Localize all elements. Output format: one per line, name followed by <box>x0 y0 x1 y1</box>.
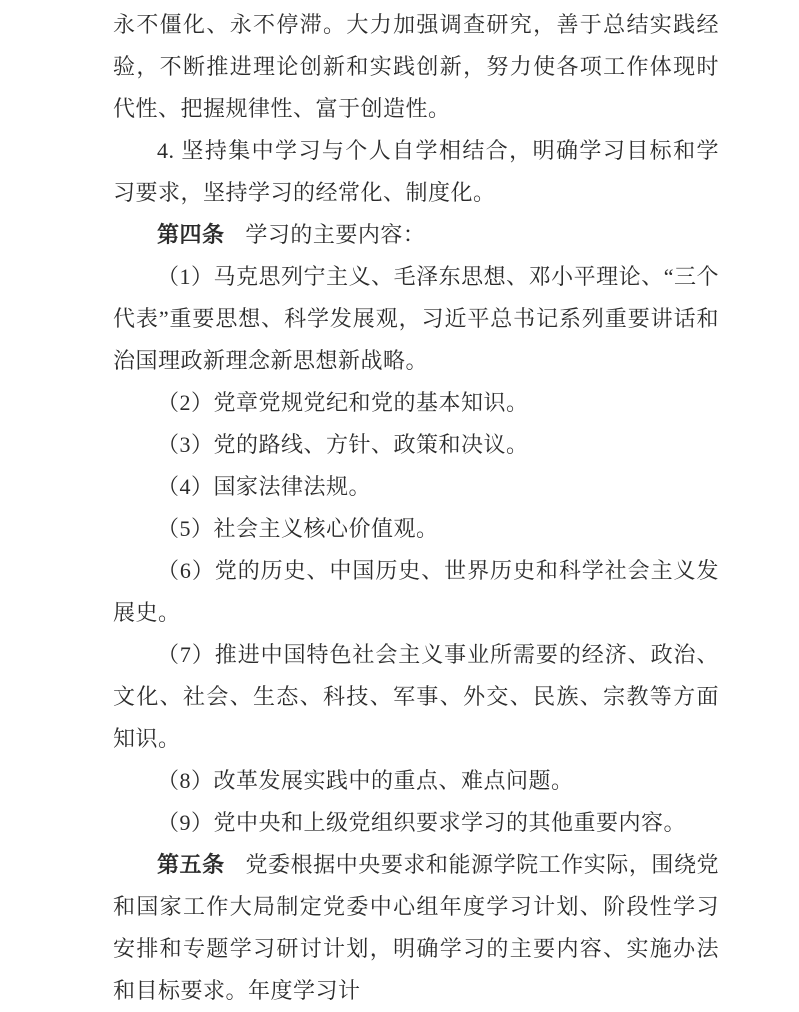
paragraph-list-item-2: （2）党章党规党纪和党的基本知识。 <box>157 390 529 415</box>
paragraph-article-5 <box>113 844 719 1012</box>
paragraph-item-4: 4. 坚持集中学习与个人自学相结合，明确学习目标和学习要求，坚持学习的经常化、制度化。 <box>113 138 719 205</box>
paragraph-list-item-3: （3）党的路线、方针、政策和决议。 <box>157 432 529 457</box>
article-4-text: 学习的主要内容： <box>245 222 426 247</box>
paragraph-article-4 <box>113 214 719 256</box>
paragraph-list-item-6: （6）党的历史、中国历史、世界历史和科学社会主义发展史。 <box>113 558 719 625</box>
paragraph-list-item-4: （4）国家法律法规。 <box>157 474 372 499</box>
article-5-text: 党委根据中央要求和能源学院工作实际，围绕党和国家工作大局制定党委中心组年度学习计划、阶段性学习安排和专题学习研讨计划，明确学习的主要内容、实施办法和目标要求。年度学习计 <box>113 852 719 1003</box>
paragraph-list-item-1: （1）马克思列宁主义、毛泽东思想、邓小平理论、“三个代表”重要思想、科学发展观，习近平总书记系列重要讲话和治国理政新理念新思想新战略。 <box>113 264 719 373</box>
paragraph-continuation: 永不僵化、永不停滞。大力加强调查研究，善于总结实践经验，不断推进理论创新和实践创新，努力使各项工作体现时代性、把握规律性、富于创造性。 <box>113 12 719 121</box>
article-5-number: 第五条 <box>157 852 225 877</box>
paragraph-list-item-7: （7）推进中国特色社会主义事业所需要的经济、政治、文化、社会、生态、科技、军事、外交、民族、宗教等方面知识。 <box>113 642 719 751</box>
paragraph-list-item-9: （9）党中央和上级党组织要求学习的其他重要内容。 <box>157 810 687 835</box>
paragraph-list-item-5: （5）社会主义核心价值观。 <box>157 516 439 541</box>
article-4-number: 第四条 <box>157 222 225 247</box>
paragraph-list-item-8: （8）改革发展实践中的重点、难点问题。 <box>157 768 574 793</box>
